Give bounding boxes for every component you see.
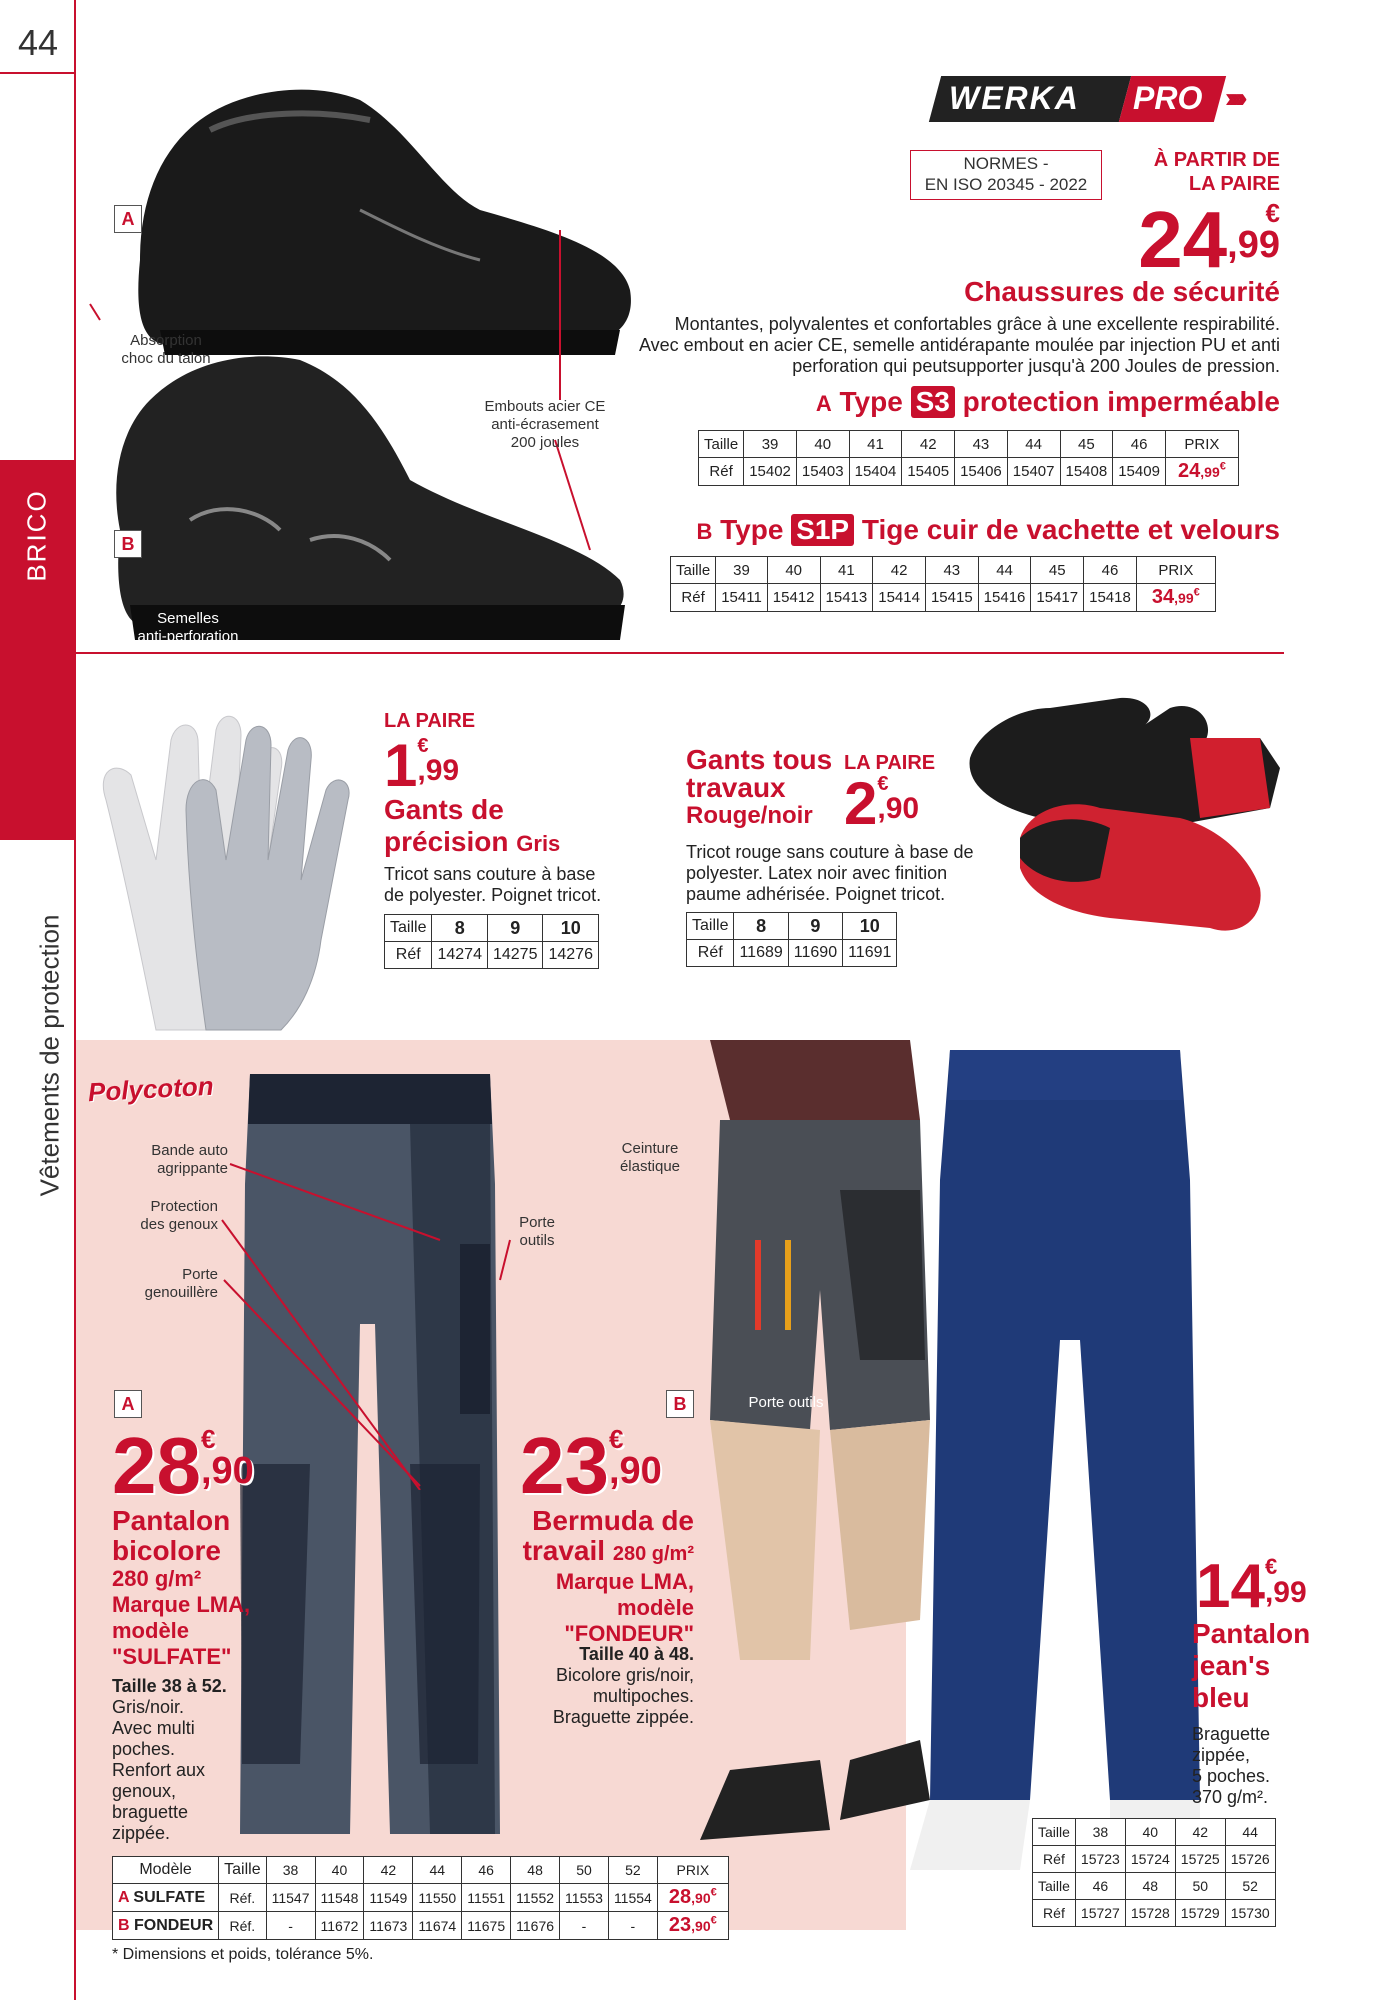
shoes-price: 24 € ,99 — [1138, 195, 1280, 284]
work-ref-row: Réf 11689 11690 11691 — [687, 940, 897, 967]
type-a-heading: A Type S3 protection imperméable — [815, 386, 1280, 417]
type-b-size-row: Taille 39 40 41 42 43 44 45 46 PRIX — [671, 557, 1216, 584]
sole-note: Semelles anti-perforation — [137, 610, 239, 645]
trousers-price: 28 € ,90 — [112, 1421, 254, 1510]
type-a-price: 24,99€ — [1165, 458, 1238, 486]
type-b-table — [670, 556, 1216, 612]
jeans-ref-row-1: Réf 15723 15724 15725 15726 — [1033, 1846, 1276, 1873]
heel-absorption-note: Absorption choc du talon — [121, 332, 211, 367]
type-a-table — [698, 430, 1239, 486]
work-gloves-title: Gants tous travaux Rouge/noir — [686, 744, 833, 829]
precision-ref-row: Réf 14274 14275 14276 — [385, 942, 599, 969]
type-a-size-row: Taille 39 40 41 42 43 44 45 46 PRIX — [699, 431, 1239, 458]
norms-box: NORMES - EN ISO 20345 - 2022 — [910, 150, 1102, 200]
trousers-a-label: A — [114, 1390, 142, 1418]
elastic-waist-note: Ceinture élastique — [619, 1140, 681, 1175]
precision-table — [384, 914, 599, 969]
shoes-title: Chaussures de sécurité — [964, 276, 1280, 307]
shorts-title: Bermuda de travail 280 g/m² Marque LMA, modèle "FONDEUR" — [522, 1505, 694, 1646]
shoe-a-label: A — [114, 205, 142, 233]
jeans-size-row-2: Taille 46 48 50 52 — [1033, 1873, 1276, 1900]
work-size-row: Taille 8 9 10 — [687, 913, 897, 940]
polycoton-table — [112, 1856, 729, 1940]
shorts-tool-holder-note: Porte outils — [748, 1394, 824, 1411]
work-gloves-description: Tricot rouge sans couture à base de polyester. Latex noir avec finition paume adhérisée. Poignet tricot. — [686, 842, 974, 904]
work-gloves-price: 2 € ,90 — [844, 770, 920, 837]
shoes-description: Montantes, polyvalentes et confortables grâce à une excellente respirabilité. Avec embout en acier CE, semelle antidérapante moulée par injection PU et anti perforation qui peutsupporter jusqu'à 200 Joules de pression. — [638, 314, 1280, 376]
type-b-heading: B Type S1P Tige cuir de vachette et velours — [696, 514, 1280, 545]
jeans-table — [1032, 1818, 1276, 1927]
type-b-price: 34,99€ — [1136, 584, 1215, 612]
trousers-title: Pantalon bicolore 280 g/m² Marque LMA, modèle "SULFATE" — [112, 1505, 251, 1669]
type-b-ref-row: Réf 15411 15412 15413 15414 15415 15416 15417 15418 34,99€ — [671, 584, 1216, 612]
trousers-description: Taille 38 à 52. Gris/noir. Avec multi poches. Renfort aux genoux, braguette zippée. — [112, 1676, 227, 1843]
knee-protection-note: Protection des genoux — [140, 1198, 218, 1233]
work-per-pair: LA PAIRE — [844, 752, 936, 774]
polycoton-row-fondeur: B FONDEUR Réf. - 11672 11673 11674 11675 11676 - - 23,90€ — [113, 1912, 729, 1940]
precision-description: Tricot sans couture à base de polyester. Poignet tricot. — [384, 864, 602, 905]
work-gloves-image — [960, 668, 1290, 968]
werka-pro-logo: WERKA PRO ››››› — [935, 76, 1275, 122]
page-number-rule — [0, 72, 74, 74]
polycoton-row-sulfate: A SULFATE Réf. 11547 11548 11549 11550 11551 11552 11553 11554 28,90€ — [113, 1884, 729, 1912]
work-shorts-image — [690, 1040, 940, 1890]
shorts-price: 23 € ,90 — [520, 1421, 662, 1510]
tool-holder-note: Porte outils — [519, 1214, 555, 1249]
knee-pad-note: Porte genouillère — [144, 1266, 218, 1301]
precision-size-row: Taille 8 9 10 — [385, 915, 599, 942]
section-tab[interactable] — [0, 460, 74, 840]
jeans-description: Braguette zippée, 5 poches. 370 g/m². — [1192, 1724, 1271, 1807]
page-number: 44 — [18, 22, 59, 63]
annotation-arrows — [220, 1150, 540, 1490]
jeans-title: Pantalon jean's bleu — [1192, 1618, 1311, 1713]
type-a-ref-row: Réf 15402 15403 15404 15405 15406 15407 15408 15409 24,99€ — [699, 458, 1239, 486]
velcro-note: Bande auto agrippante — [151, 1142, 228, 1177]
category-label: Vêtements de protection — [34, 914, 65, 1197]
precision-price: 1 € ,99 — [384, 732, 460, 799]
shorts-description: Taille 40 à 48. Bicolore gris/noir, multipoches. Braguette zippée. — [552, 1644, 694, 1727]
jeans-size-row-1: Taille 38 40 42 44 — [1033, 1819, 1276, 1846]
shoe-b-label: B — [114, 530, 142, 558]
shorts-b-label: B — [666, 1390, 694, 1418]
precision-gloves-image — [76, 680, 376, 1040]
polycoton-size-row: Modèle Taille 38 40 42 44 46 48 50 52 PRIX — [113, 1857, 729, 1884]
section-tab-label: BRICO — [21, 489, 52, 582]
jeans-ref-row-2: Réf 15727 15728 15729 15730 — [1033, 1900, 1276, 1927]
precision-per-pair: LA PAIRE — [384, 710, 476, 732]
footnote: * Dimensions et poids, tolérance 5%. — [112, 1946, 374, 1963]
steel-toe-note: Embouts acier CE anti-écrasement 200 joules — [484, 398, 606, 451]
jeans-price: 14 € ,99 — [1196, 1552, 1307, 1621]
polycoton-badge: Polycoton — [87, 1070, 215, 1108]
from-price-label: À PARTIR DE LA PAIRE — [1153, 149, 1280, 195]
work-gloves-table — [686, 912, 897, 967]
jeans-image — [910, 1040, 1240, 1870]
section-separator — [74, 652, 1284, 654]
precision-title: Gants de précision Gris — [384, 794, 561, 857]
